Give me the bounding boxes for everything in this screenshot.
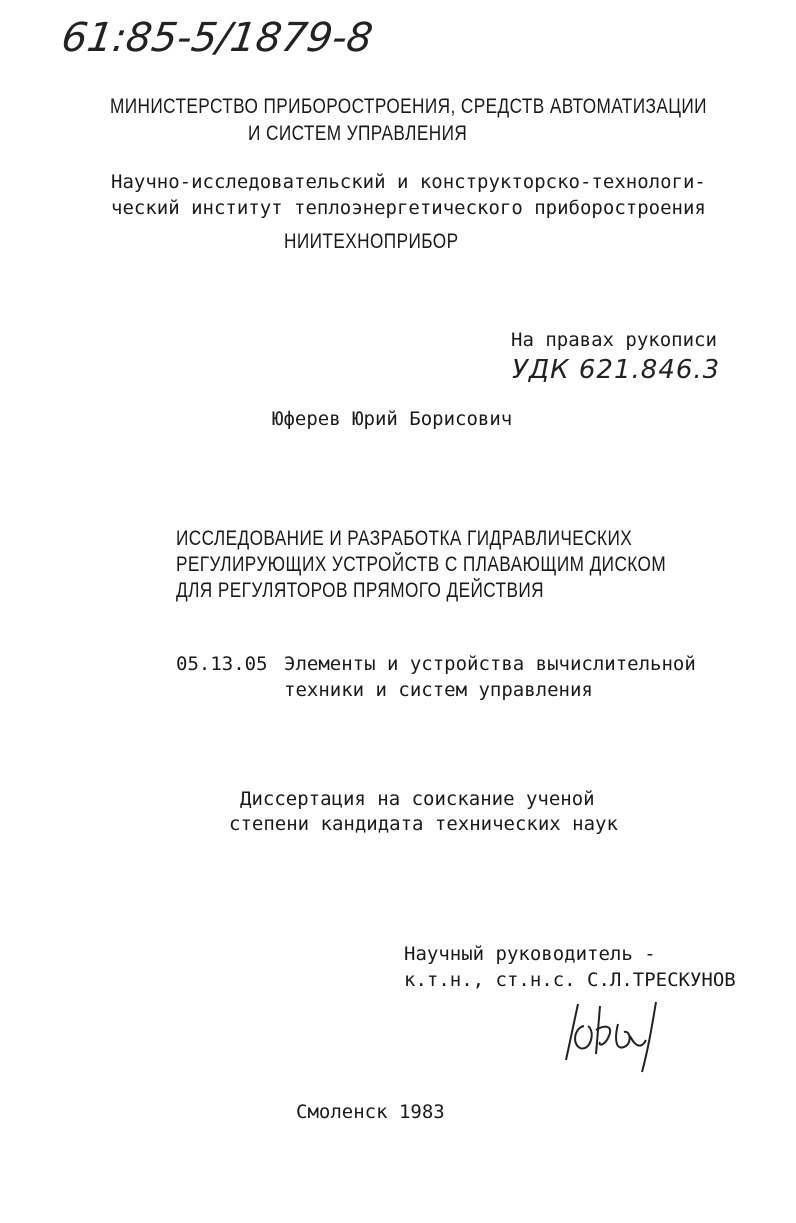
specialty-code: 05.13.05 [176, 653, 268, 675]
specialty-line-2: техники и систем управления [284, 679, 593, 701]
supervisor-line-1: Научный руководитель - [404, 943, 656, 965]
archive-number: 61:85-5/1879-8 [58, 15, 376, 61]
dissertation-line-1: Диссертация на соискание ученой [240, 788, 595, 810]
title-line-1: ИССЛЕДОВАНИЕ И РАЗРАБОТКА ГИДРАВЛИЧЕСКИХ [176, 527, 633, 550]
rights-notice: На правах рукописи [511, 329, 717, 351]
institute-line-2: ческий институт теплоэнергетического приборостроения [111, 197, 706, 219]
title-line-3: ДЛЯ РЕГУЛЯТОРОВ ПРЯМОГО ДЕЙСТВИЯ [176, 579, 545, 602]
place-year: Смоленск 1983 [296, 1101, 445, 1123]
ministry-line-2: И СИСТЕМ УПРАВЛЕНИЯ [248, 122, 468, 145]
specialty-line-1: Элементы и устройства вычислительной [284, 653, 696, 675]
title-line-2: РЕГУЛИРУЮЩИХ УСТРОЙСТВ С ПЛАВАЮЩИМ ДИСКОМ [176, 553, 667, 576]
udk-code: УДК 621.846.3 [512, 355, 721, 385]
dissertation-line-2: степени кандидата технических наук [229, 813, 618, 835]
ministry-line-1: МИНИСТЕРСТВО ПРИБОРОСТРОЕНИЯ, СРЕДСТВ АВТОМАТИЗАЦИИ [110, 95, 707, 118]
institute-line-1: Научно-исследовательский и конструкторско-технологи- [111, 171, 706, 193]
institute-abbreviation: НИИТЕХНОПРИБОР [284, 230, 459, 253]
supervisor-signature [556, 996, 676, 1076]
author-name: Юферев Юрий Борисович [272, 408, 513, 430]
supervisor-line-2: к.т.н., ст.н.с. С.Л.ТРЕСКУНОВ [404, 969, 736, 991]
